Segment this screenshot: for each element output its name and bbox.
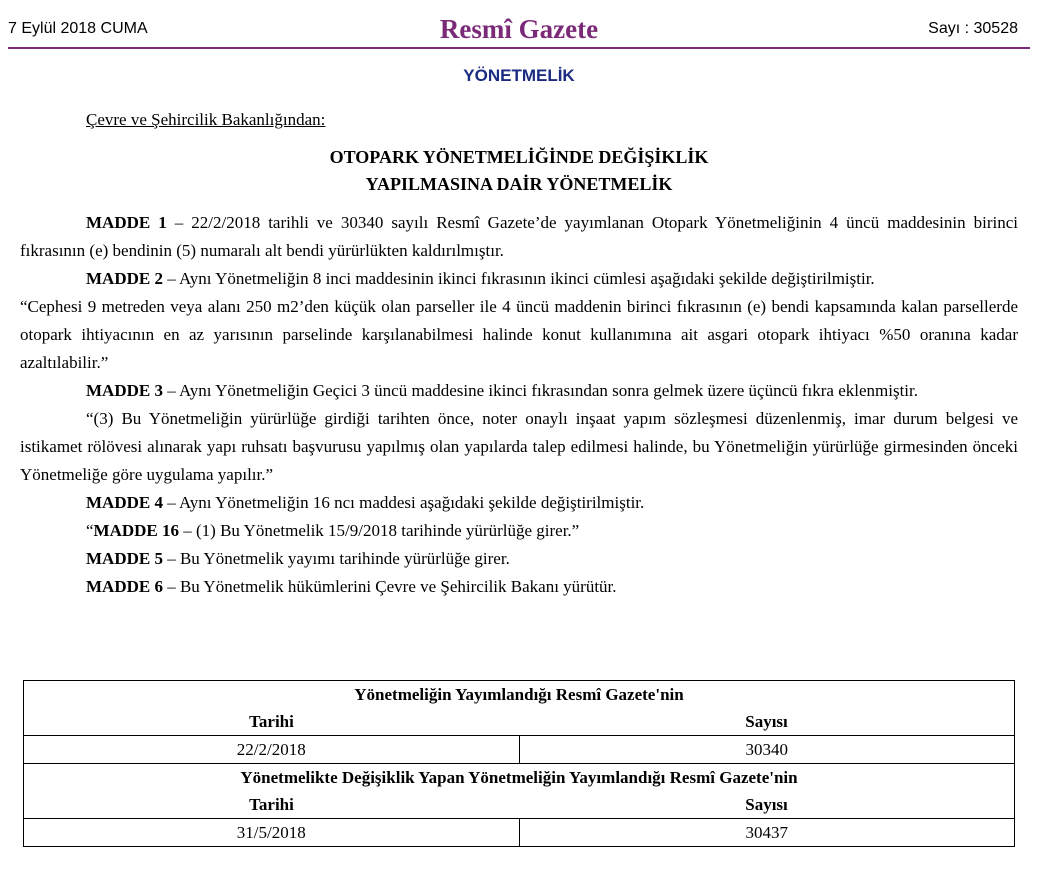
table-row-1-date: 22/2/2018 xyxy=(24,736,520,764)
table-block-2-header xyxy=(24,764,1015,819)
table-block-2-col-date: Tarihi xyxy=(249,795,294,814)
table-block-2-col-number: Sayısı xyxy=(745,795,788,814)
article-5 xyxy=(20,545,1018,573)
article-5-label: MADDE 5 xyxy=(86,549,163,568)
table-row-2-number: 30437 xyxy=(519,819,1015,847)
article-4-quote xyxy=(20,517,1018,545)
article-2-text: – Aynı Yönetmeliğin 8 inci maddesinin ikinci fıkrasının ikinci cümlesi aşağıdaki şekilde değiştirilmiştir. xyxy=(162,269,875,288)
article-5-text: – Bu Yönetmelik yayımı tarihinde yürürlüğe girer. xyxy=(162,549,510,568)
table-block-2-columns xyxy=(24,792,1014,818)
table-block-1-col-date: Tarihi xyxy=(249,712,294,731)
article-2-label: MADDE 2 xyxy=(86,269,163,288)
issue-number: Sayı : 30528 xyxy=(928,20,1018,37)
article-2-quote: “Cephesi 9 metreden veya alanı 250 m2’den küçük olan parseller ile 4 üncü maddenin birinci fıkrasının (e) bendi kapsamında kalan parsellerde otopark ihtiyacının en az yarısının parselinde karşılanabilmesi halinde konut kullanımına ait asgari otopark ihtiyacı %50 oranına kadar azaltılabilir.” xyxy=(20,297,1018,372)
article-3-quote: “(3) Bu Yönetmeliğin yürürlüğe girdiği tarihten önce, noter onaylı inşaat yapım sözleşmesi düzenlenmiş, imar durum belgesi ve istikamet rölövesi alınarak yapı ruhsatı başvurusu yapılmış olan yapılarda talep edilmesi halinde, bu Yönetmeliğin yürürlüğe girmesinden önceki Yönetmeliğe göre uygulama yapılır.” xyxy=(20,409,1018,484)
table-row-1-number: 30340 xyxy=(519,736,1015,764)
article-6-text: – Bu Yönetmelik hükümlerini Çevre ve Şehircilik Bakanı yürütür. xyxy=(162,577,617,596)
article-4 xyxy=(20,489,1018,517)
table-row-2-date: 31/5/2018 xyxy=(24,819,520,847)
table-row xyxy=(24,819,1015,847)
table-block-2-title: Yönetmelikte Değişiklik Yapan Yönetmeliğin Yayımlandığı Resmî Gazete'nin xyxy=(240,768,798,787)
regulation-title-line-1: OTOPARK YÖNETMELİĞİNDE DEĞİŞİKLİK xyxy=(329,147,709,167)
table-block-1-title: Yönetmeliğin Yayımlandığı Resmî Gazete'nin xyxy=(354,685,684,704)
article-6 xyxy=(20,573,1018,601)
gazette-reference-table xyxy=(23,680,1015,847)
table-block-1-columns xyxy=(24,709,1014,735)
article-2 xyxy=(20,265,1018,293)
ministry-name: Çevre ve Şehircilik Bakanlığından: xyxy=(86,110,326,129)
article-4-quote-text: – (1) Bu Yönetmelik 15/9/2018 tarihinde yürürlüğe girer.” xyxy=(179,521,580,540)
article-3-text: – Aynı Yönetmeliğin Geçici 3 üncü maddesine ikinci fıkrasından sonra gelmek üzere üçüncü fıkra eklenmiştir. xyxy=(162,381,918,400)
article-4-quote-label: MADDE 16 xyxy=(93,521,180,540)
regulation-title-line-2: YAPILMASINA DAİR YÖNETMELİK xyxy=(365,174,673,194)
regulation-body xyxy=(20,209,1018,601)
article-1-text: – 22/2/2018 tarihli ve 30340 sayılı Resmî Gazete’de yayımlanan Otopark Yönetmeliğinin 4 üncü maddesinin birinci fıkrasının (e) bendinin (5) numaralı alt bendi yürürlükten kaldırılmıştır. xyxy=(20,213,1018,260)
publication-date: 7 Eylül 2018 CUMA xyxy=(8,20,148,37)
article-4-quote-open: “ xyxy=(86,521,94,540)
table-header-row xyxy=(24,764,1015,819)
table-header-row xyxy=(24,681,1015,736)
article-1-label: MADDE 1 xyxy=(86,213,167,232)
article-1 xyxy=(20,209,1018,265)
gazette-title: Resmî Gazete xyxy=(439,14,599,44)
regulation-title xyxy=(0,144,1038,198)
article-4-label: MADDE 4 xyxy=(86,493,163,512)
article-3-label: MADDE 3 xyxy=(86,381,163,400)
table-block-1-col-number: Sayısı xyxy=(745,712,788,731)
article-3 xyxy=(20,377,1018,405)
table-row xyxy=(24,736,1015,764)
header-divider xyxy=(8,47,1030,49)
gazette-header xyxy=(0,0,1038,50)
section-title: YÖNETMELİK xyxy=(463,66,575,85)
article-6-label: MADDE 6 xyxy=(86,577,163,596)
table-block-1-header xyxy=(24,681,1015,736)
article-4-text: – Aynı Yönetmeliğin 16 ncı maddesi aşağıdaki şekilde değiştirilmiştir. xyxy=(162,493,645,512)
